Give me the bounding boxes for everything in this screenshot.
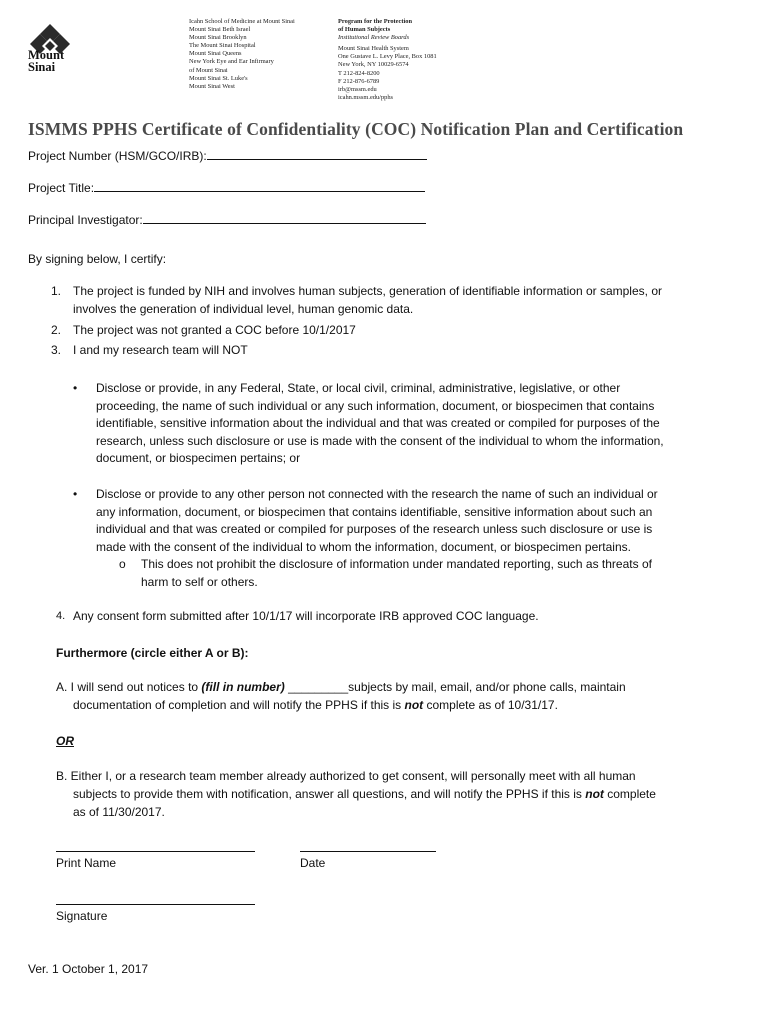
project-number-blank[interactable]	[207, 147, 427, 160]
option-a-text: complete as of 10/31/17.	[423, 698, 558, 712]
item-1	[73, 283, 753, 318]
option-b-emphasis: not	[585, 787, 604, 801]
institution-item: Mount Sinai West	[189, 82, 235, 90]
bullet-1	[96, 380, 756, 468]
option-b-line1: B. Either I, or a research team member already authorized to get consent, will personally meet with all human	[56, 769, 636, 783]
option-a-text: A. I will send out notices to	[56, 680, 202, 694]
email-line: irb@mssm.edu	[338, 85, 377, 93]
institution-item: The Mount Sinai Hospital	[189, 42, 256, 50]
address-line: One Gustave L. Levy Place, Box 1081	[338, 53, 437, 61]
item-number: 1.	[51, 284, 62, 298]
project-title-blank[interactable]	[94, 179, 425, 192]
date-line[interactable]	[300, 851, 436, 852]
option-a-fill-label: (fill in number)	[201, 680, 285, 694]
institution-item: Mount Sinai Brooklyn	[189, 34, 247, 42]
logo-wordmark: Mount Sinai	[28, 48, 65, 74]
option-a-line2	[73, 697, 558, 715]
principal-investigator-field[interactable]	[28, 211, 426, 227]
bullet-2-line: Disclose or provide to any other person not connected with the research the name of such an individual or	[96, 487, 658, 501]
item-number: 2.	[51, 323, 62, 337]
program-title-line2: of Human Subjects	[338, 26, 391, 34]
program-contact-block	[338, 18, 437, 102]
website-line: icahn.mssm.edu/pphs	[338, 93, 394, 101]
option-b-line2	[73, 786, 656, 804]
bullet-1-line: proceeding, the name of such individual or any such information, document, or biospecimen that contains	[96, 398, 655, 413]
item-3: I and my research team will NOT	[73, 343, 248, 357]
or-separator: OR	[56, 734, 74, 748]
institution-item: New York Eye and Ear Infirmary	[189, 58, 274, 66]
institution-item: Mount Sinai St. Luke's	[189, 74, 248, 82]
signature-label: Signature	[56, 909, 108, 923]
sub-bullet	[141, 556, 741, 591]
fax-line: F 212-876-6789	[338, 77, 380, 85]
sub-bullet-marker: o	[119, 557, 126, 571]
item-2: The project was not granted a COC before 10/1/2017	[73, 323, 356, 337]
bullet-1-line: document, or biospecimen pertains; or	[96, 451, 301, 465]
option-a	[56, 679, 626, 697]
sub-bullet-line: harm to self or others.	[141, 574, 258, 589]
institution-item: Mount Sinai Queens	[189, 50, 242, 58]
item-number: 4.	[56, 610, 66, 622]
address-line: Mount Sinai Health System	[338, 45, 409, 53]
option-a-text: subjects by mail, email, and/or phone calls, maintain	[348, 680, 626, 694]
item-4: Any consent form submitted after 10/1/17 will incorporate IRB approved COC language.	[73, 609, 539, 623]
principal-investigator-label: Principal Investigator:	[28, 213, 143, 227]
version-footer: Ver. 1 October 1, 2017	[28, 962, 149, 976]
bullet-2-line: any information, document, or biospecimen that contains identifiable, sensitive information about such an	[96, 504, 653, 519]
project-title-label: Project Title:	[28, 181, 95, 195]
bullet-1-line: Disclose or provide, in any Federal, State, or local civil, criminal, administrative, legislative, or other	[96, 381, 621, 395]
address-line: New York, NY 10029-6574	[338, 61, 409, 69]
institution-item: Icahn School of Medicine at Mount Sinai	[189, 18, 295, 25]
bullet-2	[96, 486, 756, 556]
bullet-2-line: made with the consent of the individual to whom the information, document, or biospecimen pertains.	[96, 539, 631, 554]
project-number-label: Project Number (HSM/GCO/IRB):	[28, 149, 207, 163]
print-name-label: Print Name	[56, 856, 117, 870]
bullet-2-line: individual and that was created or compiled for purposes of the research unless such disclosure or use is	[96, 522, 653, 536]
certify-intro: By signing below, I certify:	[28, 252, 167, 266]
project-number-field[interactable]	[28, 147, 427, 163]
item-1-line: involves the generation of individual level, human genomic data.	[73, 301, 414, 316]
signature-line[interactable]	[56, 904, 255, 905]
option-a-emphasis: not	[404, 698, 424, 712]
bullet-marker: •	[73, 487, 78, 501]
item-1-line: The project is funded by NIH and involves human subjects, generation of identifiable information or samples, or	[73, 284, 662, 298]
document-title: ISMMS PPHS Certificate of Confidentiality (COC) Notification Plan and Certification	[28, 119, 684, 139]
sub-bullet-line: This does not prohibit the disclosure of information under mandated reporting, such as threats of	[141, 557, 652, 571]
bullet-1-line: research, unless such disclosure or use is made with the consent of the individual to whom the information,	[96, 433, 664, 448]
phone-line: T 212-824-8200	[338, 69, 380, 77]
principal-investigator-blank[interactable]	[143, 211, 426, 224]
bullet-1-line: identifiable, sensitive information about the individual and that was created or compiled for purposes of the	[96, 416, 660, 430]
option-a-text: documentation of completion and will notify the PPHS if this is	[73, 698, 405, 712]
institution-list	[189, 18, 295, 91]
furthermore-heading: Furthermore (circle either A or B):	[56, 646, 249, 660]
institution-item: Mount Sinai Beth Israel	[189, 26, 251, 34]
option-b-line3: as of 11/30/2017.	[73, 805, 165, 819]
program-title-line1: Program for the Protection	[338, 18, 413, 25]
project-title-field[interactable]	[28, 179, 425, 195]
option-a-number-blank[interactable]: _________	[288, 680, 349, 694]
item-number: 3.	[51, 343, 62, 357]
institution-item: of Mount Sinai	[189, 66, 228, 74]
option-b-text: subjects to provide them with notification, answer all questions, and will notify the PPHS if this is	[73, 787, 586, 801]
print-name-line[interactable]	[56, 851, 255, 852]
program-subtitle: Institutional Review Boards	[338, 34, 410, 42]
date-label: Date	[300, 856, 326, 870]
bullet-marker: •	[73, 381, 78, 395]
option-b-text: complete	[603, 787, 656, 801]
